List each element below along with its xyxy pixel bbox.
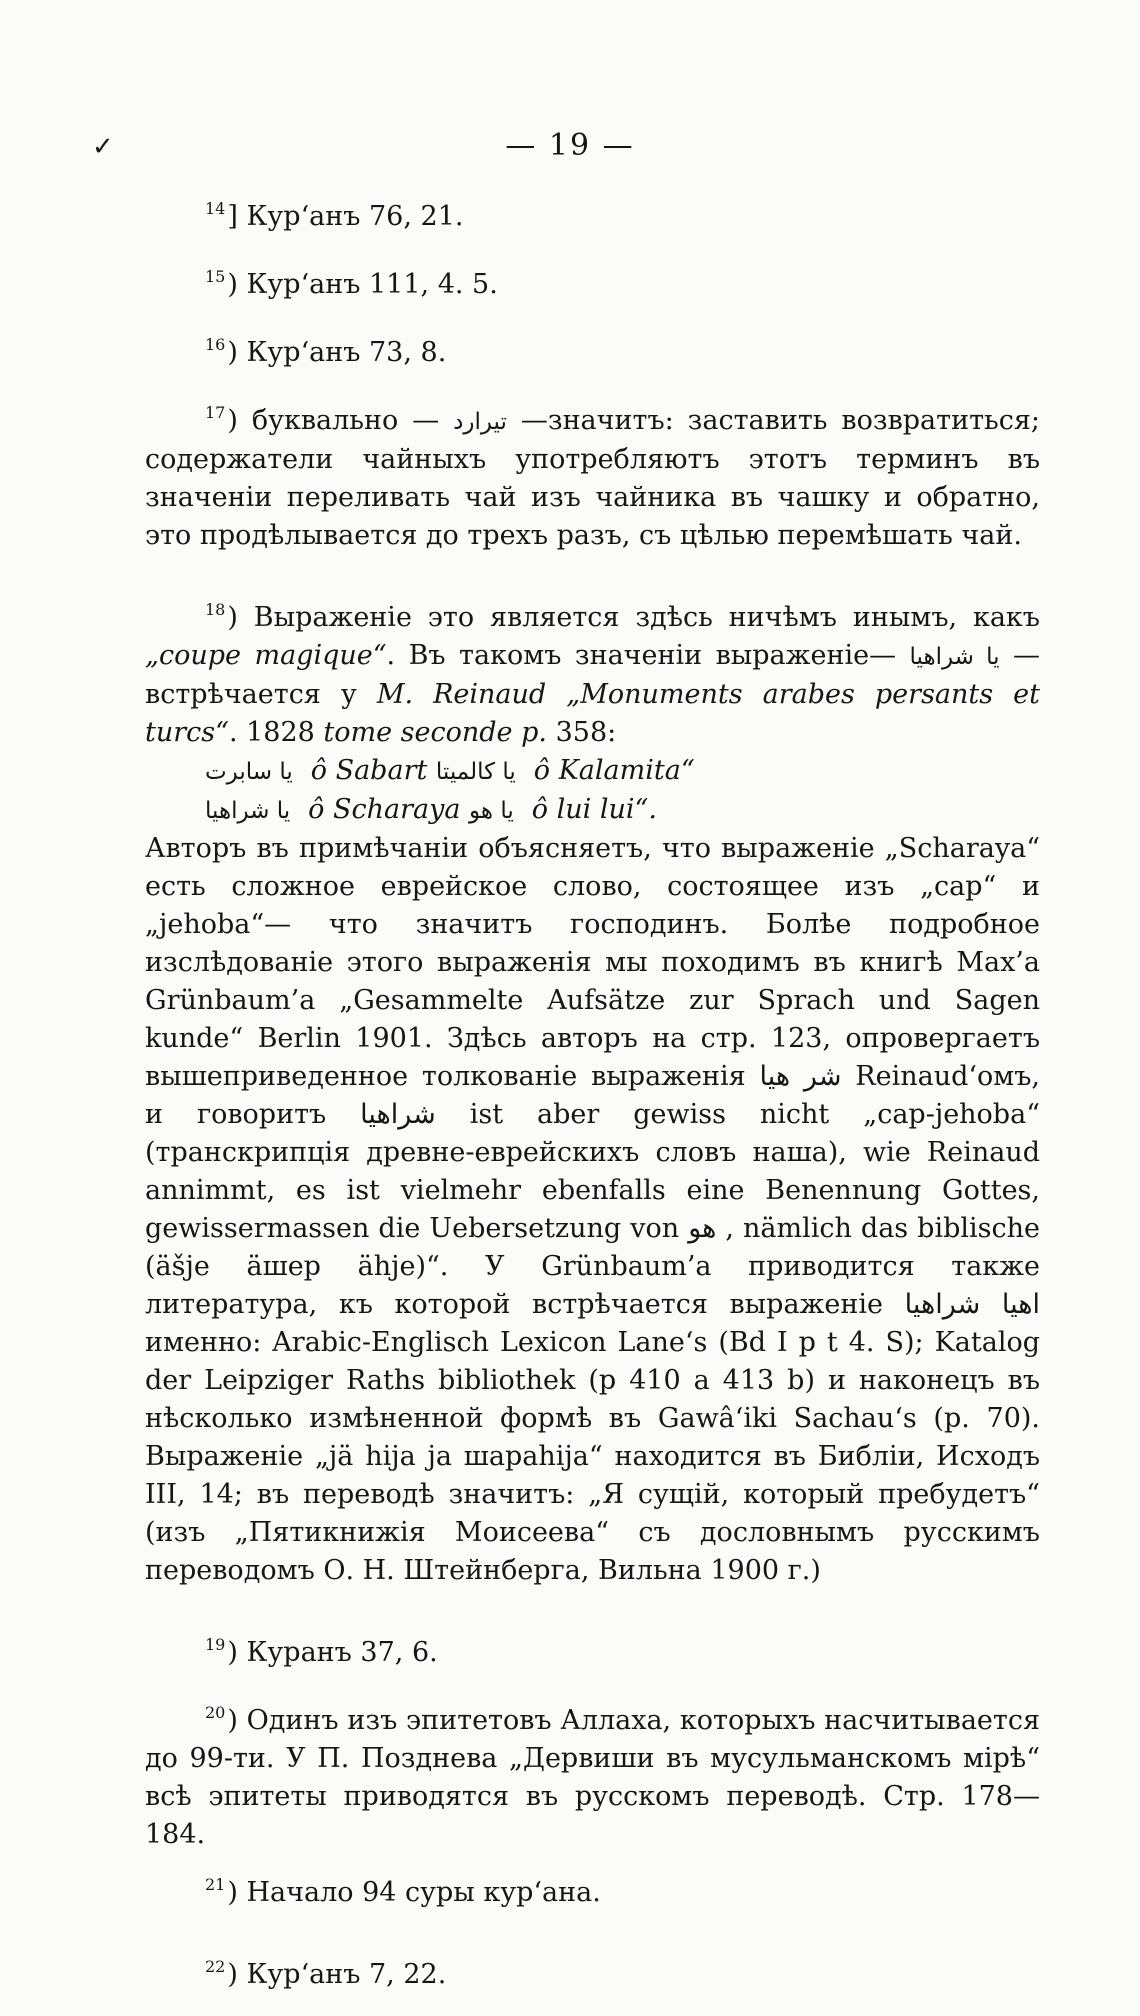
footnote-18-paragraph: Авторъ въ примѣчанiи объясняетъ, что выраженiе „Scharaya“ есть сложное еврейское слово, состоящее изъ „cap“ и „jehoba“— что значитъ господинъ. Болѣе подробное изслѣдованiе этого выраженiя мы походимъ въ книгѣ Max’a Grünbaum’a „Gesammelte Aufsätze zur Sprach und Sagen kunde“ Berlin 1901. Здѣсь авторъ на стр. 123, опровергаетъ вышеприведенное толкованiе выраженiя شر هیا Reinaud‘омъ, и говоритъ شراهیا ist aber gewiss nicht „cap-jehoba“ (транскрипцiя древне-еврейскихъ словъ наша), wie Reinaud annimmt, es ist vielmehr ebenfalls eine Benennung Gottes, gewissermassen die Uebersetzung von هو , nämlich das biblische (äšje äшер ähje)“. У Grünbaum’a приводится также литература, къ которой встрѣчается выраженiе اهیا شراهیا именно: Arabic-Englisch Lexicon Lane‘s (Bd I p t 4. S); Katalog der Leipziger Raths bibliothek (p 410 a 413 b) и наконецъ въ нѣсколько измѣненной формѣ въ Gawâ‘iki Sachau‘s (p. 70). Выраженiе „jä hija ja шараhija“ находится въ Библiи, Исходъ III, 14; въ переводѣ значитъ: „Я сущiй, который пребудетъ“ (изъ „Пятикнижiя Моисеева“ съ дословнымъ русскимъ переводомъ О. Н. Штейнберга, Вильна 1900 г.) [145,833,1041,1586]
page-number: — 19 — [505,128,635,163]
footnote-19: $^{19}$) Куранъ 37, 6. [205,1635,438,1668]
footnote-text: Кур‘анъ 76, 21. [246,201,464,232]
corner-mark: ✓ [92,132,114,162]
footnote-17: $^{17}$) буквально — تيرارد —значитъ: заставить возвратиться; содержатели чайныхъ употребляютъ этотъ терминъ въ значенiи переливать чай изъ чайника въ чашку и обратно, это продѣлывается до трехъ разъ, съ цѣлью перемѣшать чай. [145,403,1040,551]
footnote-number: 21 [205,1875,226,1894]
footnote-number: 18 [205,600,226,619]
footnote-number: 16 [205,335,226,354]
footnote-number: 15 [205,267,226,286]
footnote-number: 20 [205,1703,226,1722]
footnote-text: Куранъ 37, 6. [246,1637,438,1668]
arabic-term: تيرارد [453,409,507,435]
quoted-term: „coupe magique“ [145,640,387,671]
footnote-16: $^{16}$) Кур‘анъ 73, 8. [205,335,447,368]
footnote-text: Начало 94 суры кур‘ана. [246,1877,601,1908]
arabic-term: یا شراهیا [909,644,1000,670]
footnote-text: Кур‘анъ 111, 4. 5. [246,269,498,300]
footnote-15: $^{15}$) Кур‘анъ 111, 4. 5. [205,267,498,300]
footnote-20: $^{20}$) Одинъ изъ эпитетовъ Аллаха, которыхъ насчитывается до 99-ти. У П. Позднева „Дервиши въ мусульманскомъ мiрѣ“ всѣ эпитеты приводятся въ русскомъ переводѣ. Стр. 178—184. [145,1703,1040,1850]
footnote-14: $^{14}$] Кур‘анъ 76, 21. [205,199,464,232]
footnote-18: $^{18}$) Выраженiе это является здѣсь ничѣмъ инымъ, какъ „coupe magique“. Въ такомъ значенiи выраженiе— یا شراهیا —встрѣчается у M. Reinaud „Monuments arabes persants et turcs“. 1828 tome seconde p. 358: یا سابرت ô Sabart یا کالمیتا ô Kalamita“ یا شراهیا ô Scharaya یا هو ô lui lui“. Авторъ въ примѣчанiи объясняетъ, что выраженiе „Scharaya“ есть сложное еврейское слово, состоящее изъ „cap“ и „jehoba“— что значитъ господинъ. Болѣе подробное изслѣдованiе этого выраженiя мы походимъ въ книгѣ Max’a Grünbaum’a „Gesammelte Aufsätze zur Sprach und Sagen kunde“ Berlin 1901. Здѣсь авторъ на стр. 123, опровергаетъ вышеприведенное толкованiе выраженiя شر هیا Reinaud‘омъ, и говоритъ شراهیا ist aber gewiss nicht „cap-jehoba“ (транскрипцiя древне-еврейскихъ словъ наша), wie Reinaud annimmt, es ist vielmehr ebenfalls eine Benennung Gottes, gewissermassen die Uebersetzung von هو , nämlich das biblische (äšje äшер ähje)“. У Grünbaum’a приводится также литература, къ которой встрѣчается выраженiе اهیا شراهیا именно: Arabic-Englisch Lexicon Lane‘s (Bd I p t 4. S); Katalog der Leipziger Raths bibliothek (p 410 a 413 b) и наконецъ въ нѣсколько измѣненной формѣ въ Gawâ‘iki Sachau‘s (p. 70). Выраженiе „jä hija ja шараhija“ находится въ Библiи, Исходъ III, 14; въ переводѣ значитъ: „Я сущiй, который пребудетъ“ (изъ „Пятикнижiя Моисеева“ съ дословнымъ русскимъ переводомъ О. Н. Штейнберга, Вильна 1900 г.) [145,591,1040,1590]
footnote-number: 22 [205,1957,226,1976]
footnote-number: 19 [205,1635,226,1654]
quote-line-2: یا شراهیا ô Scharaya یا هو ô lui lui“. [205,794,657,825]
footnotes-list [145,190,1040,2016]
footnote-21: $^{21}$) Начало 94 суры кур‘ана. [205,1875,601,1908]
footnote-text: Кур‘анъ 7, 22. [246,1959,447,1990]
footnote-number: 17 [205,403,226,422]
footnote-text: Одинъ изъ эпитетовъ Аллаха, которыхъ насчитывается до 99-ти. У П. Позднева „Дервиши въ мусульманскомъ мiрѣ“ всѣ эпитеты приводятся въ русскомъ переводѣ. Стр. 178—184. [145,1705,1040,1850]
author-name: M. Reinaud [376,679,547,710]
work-title: „Monuments arabes persants et turcs“ [145,679,1040,748]
footnote-text: Кур‘анъ 73, 8. [246,337,447,368]
footnote-22: $^{22}$) Кур‘анъ 7, 22. [205,1957,447,1990]
footnote-number: 14 [205,199,226,218]
quote-line-1: یا سابرت ô Sabart یا کالمیتا ô Kalamita“ [205,755,695,786]
